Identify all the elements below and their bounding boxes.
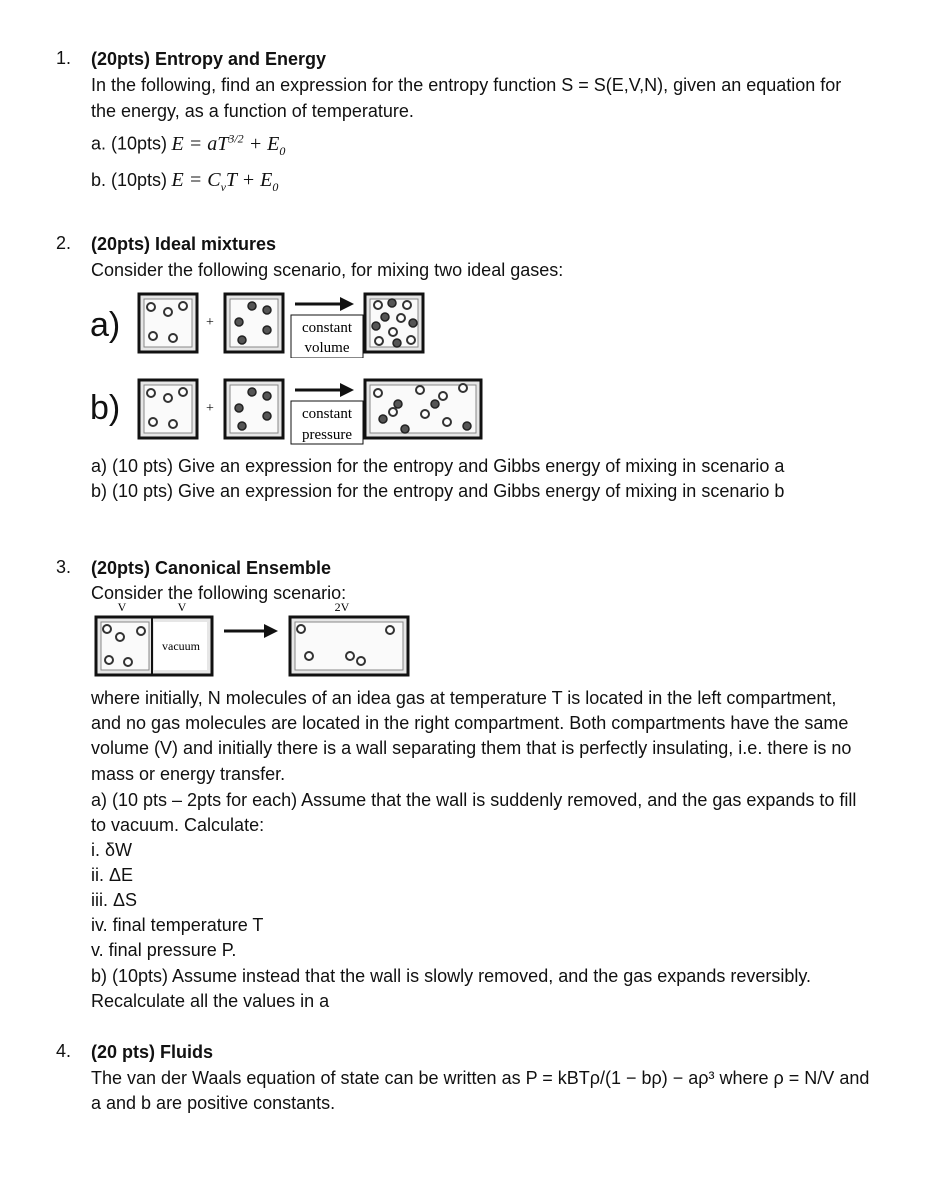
q3-part-b-line1: b) (10pts) Assume instead that the wall is slowly removed, and the gas expands reversibly.: [91, 966, 812, 986]
q3-para-line3: volume (V) and initially there is a wall separating them that is perfectly insulating, i.e. there is no: [91, 738, 852, 758]
q3-text-line1: Consider the following scenario:: [91, 583, 347, 603]
q3-item-ii: ii. ΔE: [91, 865, 134, 885]
q1-part-a-label: a. (10pts): [91, 133, 168, 154]
fig2a-plus: +: [206, 315, 214, 330]
q4-text-line2: a and b are positive constants.: [91, 1093, 336, 1113]
q2-text-line1: Consider the following scenario, for mixing two ideal gases:: [91, 260, 564, 280]
q2-part-b: b) (10 pts) Give an expression for the entropy and Gibbs energy of mixing in scenario b: [91, 481, 785, 501]
q2-title: (20pts) Ideal mixtures: [91, 234, 277, 254]
fig3-v-right: V: [177, 600, 187, 614]
q1-text-line1: In the following, find an expression for the entropy function S = S(E,V,N), given an equation for: [91, 75, 842, 95]
q2-number: 2.: [56, 233, 72, 253]
fig2b-constant-label: constant: [302, 406, 352, 422]
q3-part-b-line2: Recalculate all the values in a: [91, 991, 330, 1011]
q1-part-b-label: b. (10pts): [91, 170, 168, 190]
q3-number: 3.: [56, 557, 72, 577]
q1-title: (20pts) Entropy and Energy: [91, 49, 327, 69]
q3-item-v: v. final pressure P.: [91, 940, 237, 960]
q4-number: 4.: [56, 1041, 72, 1061]
q2-part-a: a) (10 pts) Give an expression for the entropy and Gibbs energy of mixing in scenario a: [91, 456, 785, 476]
q1-text-line2: the energy, as a function of temperature.: [91, 101, 414, 121]
fig3-vacuum-label: vacuum: [162, 639, 200, 653]
q1-part-a: [91, 131, 285, 159]
fig2b-plus: +: [206, 401, 214, 416]
fig2a-constant-label: constant: [302, 320, 352, 336]
q1-part-b: [91, 168, 278, 195]
fig2b-pressure-label: pressure: [302, 427, 352, 443]
q3-para-line1: where initially, N molecules of an idea gas at temperature T is located in the left compartment,: [91, 688, 837, 708]
fig3-v-left: V: [117, 600, 127, 614]
q3-part-a-line1: a) (10 pts – 2pts for each) Assume that the wall is suddenly removed, and the gas expands to fill: [91, 790, 857, 810]
fig2b-diagram: [135, 374, 485, 446]
q4-text-line1: The van der Waals equation of state can be written as P = kBTρ/(1 − bρ) − aρ³ where ρ = N/V and: [91, 1068, 870, 1088]
fig2a-label: a): [90, 306, 121, 344]
q1-number: 1.: [56, 48, 72, 68]
fig3-2v: 2V: [334, 600, 350, 614]
q3-para-line4: mass or energy transfer.: [91, 764, 286, 784]
q3-para-line2: and no gas molecules are located in the right compartment. Both compartments have the same: [91, 713, 849, 733]
fig2a-diagram: [135, 290, 435, 358]
fig3-diagram: [92, 600, 417, 680]
q3-item-i: i. δW: [91, 840, 133, 860]
q1-part-b-equation: $E = C_vT + E_0$: [171, 169, 279, 194]
fig2b-label: b): [90, 389, 121, 427]
q3-title: (20pts) Canonical Ensemble: [91, 558, 332, 578]
q3-item-iv: iv. final temperature T: [91, 915, 264, 935]
q3-part-a-line2: to vacuum. Calculate:: [91, 815, 265, 835]
q4-title: (20 pts) Fluids: [91, 1042, 214, 1062]
fig2a-volume-label: volume: [304, 340, 350, 356]
q3-item-iii: iii. ΔS: [91, 890, 138, 910]
q1-part-a-equation: $E = aT^{3/2} + E_0$: [171, 131, 286, 158]
